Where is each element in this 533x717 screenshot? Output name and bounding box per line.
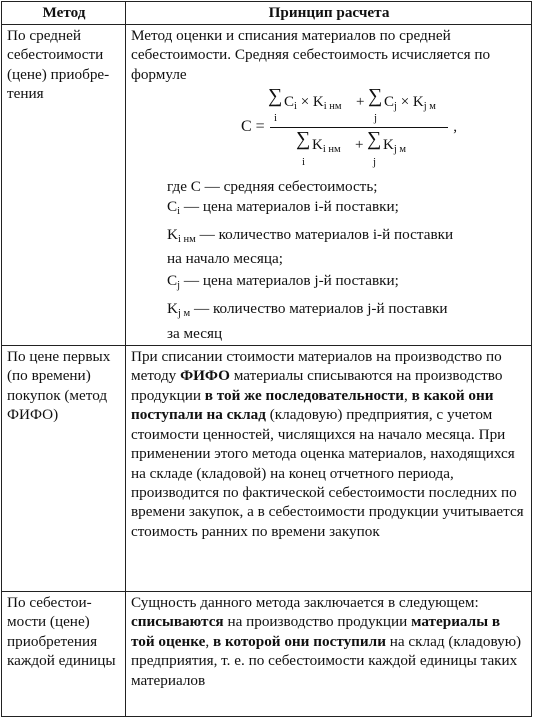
principle-text: Сущность данного метода заключается в следующем: списываются на производство продукции материалы в той оценке, в которой они поступили на склад (кладовую) предприятия, т. е. по себестоимости каждой единицы таких материалов [131,594,522,689]
table-row [2,592,532,717]
legend-line: $K_{j м}$ — количество материалов j-й поставки [167,300,448,320]
numerator-right: $C_j \times K_{j м}$ [384,94,436,113]
sigma-symbol: ∑ [296,128,311,151]
method-name: По средней себестоимости (цене) приобре-тения [7,27,110,103]
method-cell [2,592,126,717]
legend-line: $C_i$ — цена материалов i-й поставки; [167,197,399,217]
numerator-left: $C_i \times K_{i нм}$ [284,94,342,113]
legend-line: на начало месяца; [167,250,283,268]
index-i: i [274,112,278,125]
header-method: Метод [2,2,126,25]
legend-line: $K_{i нм}$ — количество материалов i-й поставки [167,226,454,246]
principle-cell [126,592,532,717]
table-header-row [2,2,532,25]
principle-cell [126,25,532,346]
index-i: i [302,156,306,169]
plus-sign: + [356,94,365,111]
table-row [2,346,532,592]
legend-line: где C — средняя себестоимость; [167,178,378,196]
index-j: j [374,112,378,125]
formula-legend [167,177,527,343]
average-cost-formula [131,87,527,173]
header-principle: Принцип расчета [126,2,532,25]
formula-comma: , [453,118,457,136]
sigma-symbol: ∑ [268,85,283,108]
sigma-symbol: ∑ [367,128,382,151]
index-j: j [373,156,377,169]
method-cell [2,25,126,346]
sigma-symbol: ∑ [368,85,383,108]
principle-intro: Метод оценки и списания материалов по средней себестоимости. Средняя себестоимость исчисляется по формуле [131,27,491,83]
legend-line: за месяц [167,324,223,342]
formula-lhs: C = [241,118,265,136]
plus-sign: + [355,137,364,154]
legend-line: $C_j$ — цена материалов j-й поставки; [167,271,399,291]
denominator-left: $K_{i нм}$ [312,137,341,156]
formula-fraction [268,85,457,173]
method-name: По себестои-мости (цене) приобретения каждой единицы [7,594,116,670]
method-cell [2,346,126,592]
denominator-right: $K_{j м}$ [383,137,407,156]
principle-cell [126,346,532,592]
methods-table [1,1,532,717]
table-row [2,25,532,346]
principle-text: При списании стоимости материалов на производство по методу ФИФО материалы списываются на производство продукции в той же последовательности, в какой они поступали на склад (кладовую) предприятия, с учетом стоимости ценностей, числящихся на начало месяца. При применении этого метода оценка материалов, находящихся на складе (кладовой) на конец отчетного периода, производится по фактической себестоимости последних по времени закупок, а в себестоимости продукции учитывается стоимость ранних по времени закупок [131,348,524,540]
method-name: По цене первых (по времени) покупок (метод ФИФО) [7,348,111,424]
